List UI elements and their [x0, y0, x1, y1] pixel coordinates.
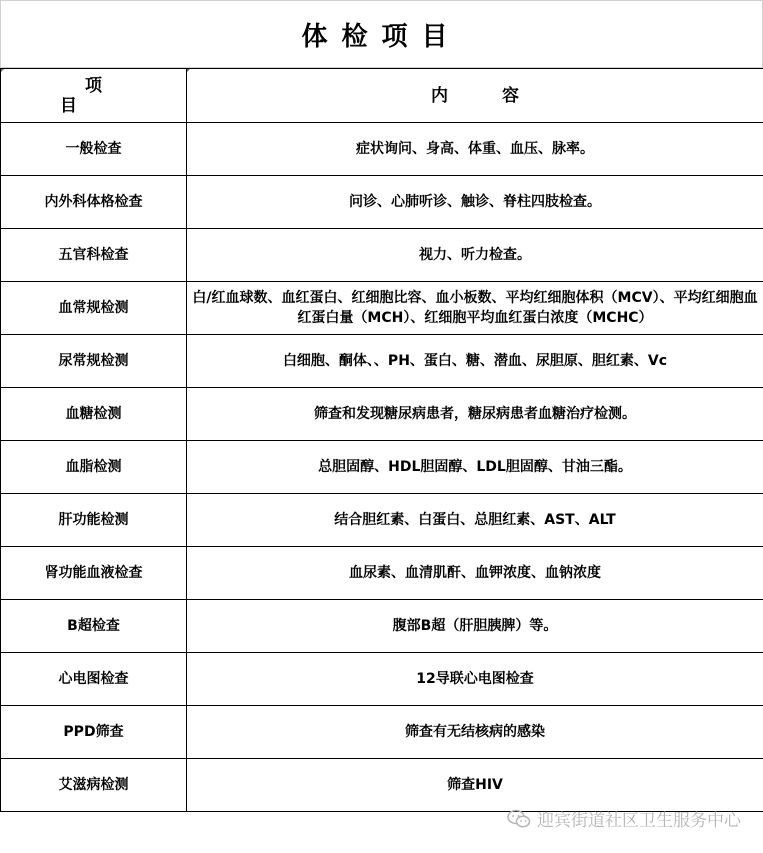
table-row — [1, 600, 763, 653]
item-cell: 一般检查 — [1, 123, 187, 176]
content-cell: 视力、听力检查。 — [187, 229, 763, 282]
table-row — [1, 441, 763, 494]
item-cell: 血脂检测 — [1, 441, 187, 494]
item-cell: 心电图检查 — [1, 653, 187, 706]
content-cell: 血尿素、血清肌酐、血钾浓度、血钠浓度 — [187, 547, 763, 600]
content-cell: 筛查和发现糖尿病患者，糖尿病患者血糖治疗检测。 — [187, 388, 763, 441]
item-cell: 肾功能血液检查 — [1, 547, 187, 600]
item-cell: 艾滋病检测 — [1, 759, 187, 812]
table-row — [1, 123, 763, 176]
table-row — [1, 653, 763, 706]
exam-items-table — [0, 68, 763, 812]
header-content: 内容 — [187, 69, 763, 123]
table-row — [1, 388, 763, 441]
table-row — [1, 759, 763, 812]
table-row — [1, 494, 763, 547]
content-cell: 结合胆红素、白蛋白、总胆红素、AST、ALT — [187, 494, 763, 547]
item-cell: 肝功能检测 — [1, 494, 187, 547]
item-cell: 血糖检测 — [1, 388, 187, 441]
item-cell: 尿常规检测 — [1, 335, 187, 388]
table-row — [1, 706, 763, 759]
item-cell: B超检查 — [1, 600, 187, 653]
content-cell: 总胆固醇、HDL胆固醇、LDL胆固醇、甘油三酯。 — [187, 441, 763, 494]
content-cell: 症状询问、身高、体重、血压、脉率。 — [187, 123, 763, 176]
content-cell: 腹部B超（肝胆胰脾）等。 — [187, 600, 763, 653]
page-title: 体检项目 — [0, 0, 763, 68]
header-item: 项目 — [1, 69, 187, 123]
wechat-icon — [507, 809, 531, 829]
content-cell: 白细胞、酮体、、PH、蛋白、糖、潜血、尿胆原、胆红素、Vc — [187, 335, 763, 388]
table-row — [1, 229, 763, 282]
item-cell: 血常规检测 — [1, 282, 187, 335]
content-cell: 筛查有无结核病的感染 — [187, 706, 763, 759]
item-cell: 内外科体格检查 — [1, 176, 187, 229]
table-row — [1, 282, 763, 335]
item-cell: PPD筛查 — [1, 706, 187, 759]
table-row — [1, 176, 763, 229]
watermark-text: 迎宾街道社区卫生服务中心 — [537, 811, 741, 831]
table-row — [1, 335, 763, 388]
content-cell: 筛查HIV — [187, 759, 763, 812]
watermark — [507, 806, 741, 831]
content-cell: 白/红血球数、血红蛋白、红细胞比容、血小板数、平均红细胞体积（MCV）、平均红细胞血红蛋白量（MCH）、红细胞平均血红蛋白浓度（MCHC） — [187, 282, 763, 335]
table-row — [1, 547, 763, 600]
item-cell: 五官科检查 — [1, 229, 187, 282]
content-cell: 问诊、心肺听诊、触诊、脊柱四肢检查。 — [187, 176, 763, 229]
table-header-row — [1, 69, 763, 123]
content-cell: 12导联心电图检查 — [187, 653, 763, 706]
